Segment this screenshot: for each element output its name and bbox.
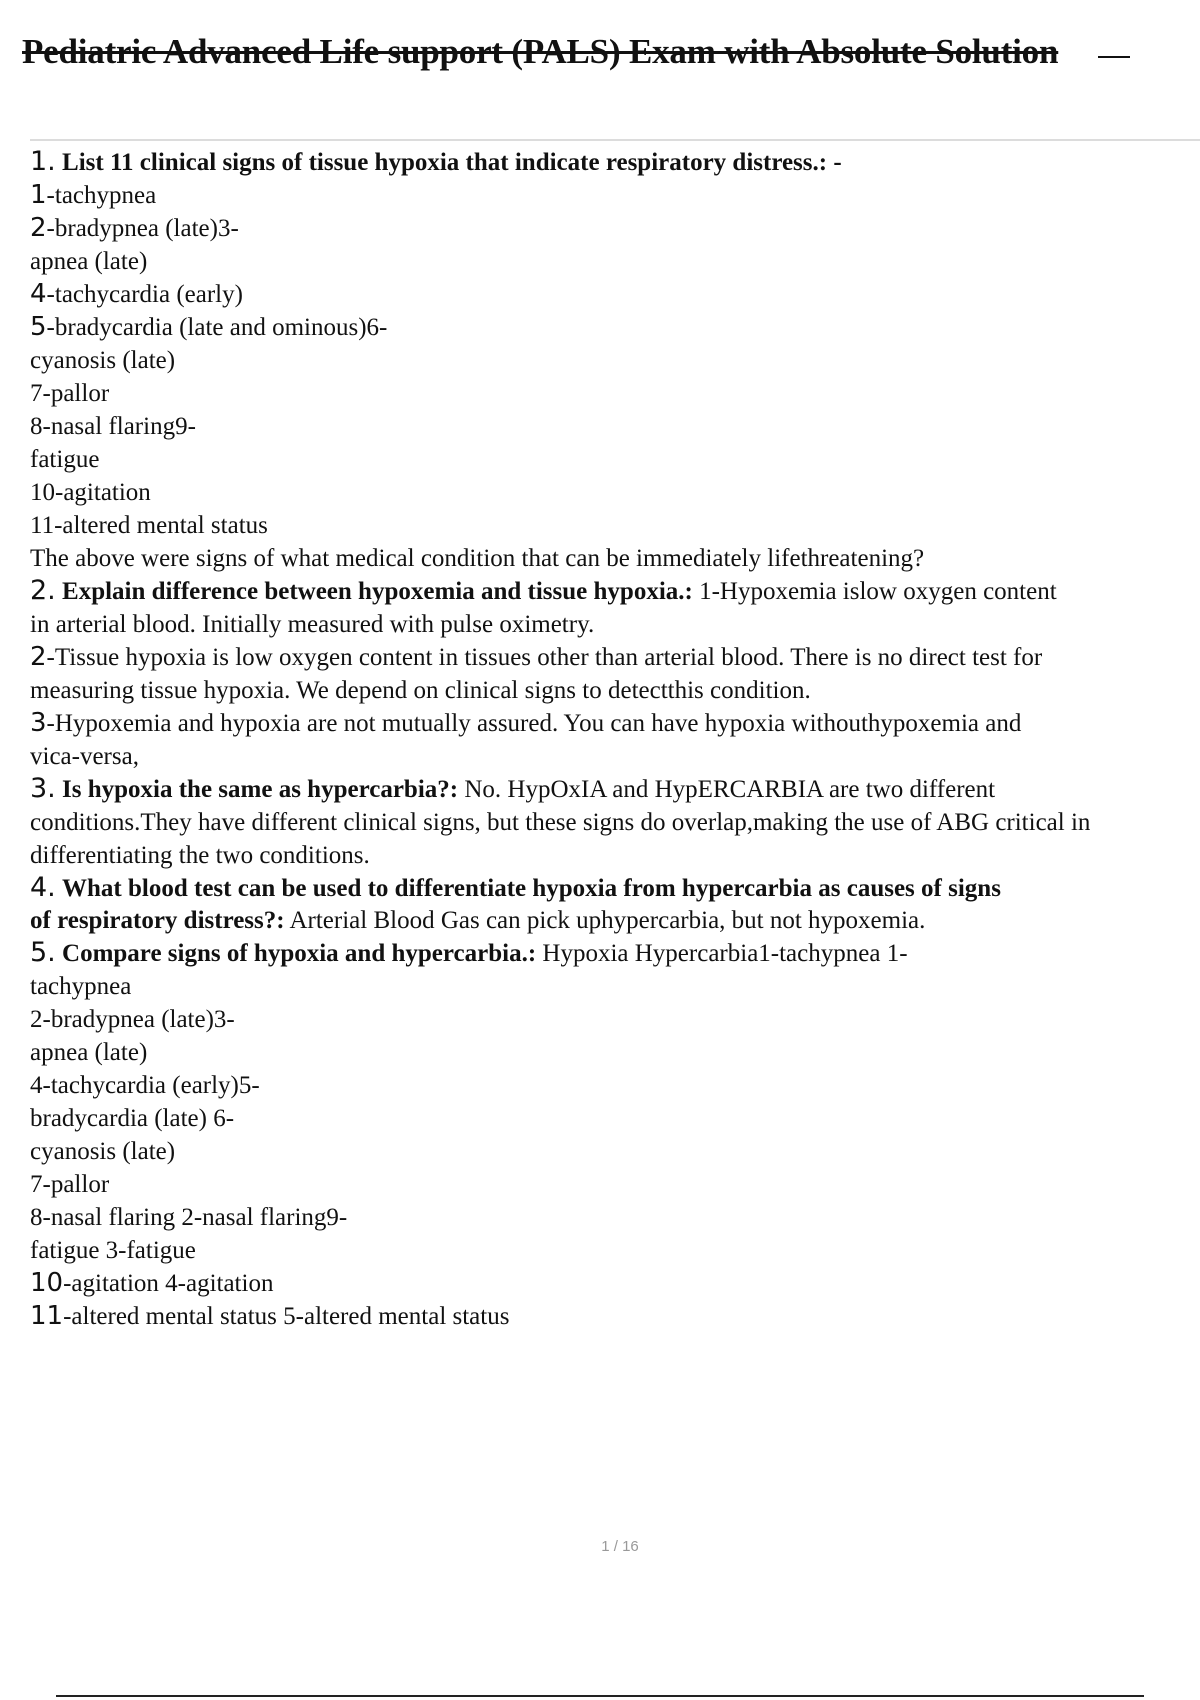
line-text: -tachycardia (early) [46,281,243,308]
answer-line [30,1036,1195,1069]
answer-line [30,674,1195,707]
answer-line [30,212,1195,245]
answer-line [30,839,1195,872]
line-number: 2 [30,213,47,243]
footer-rule [56,1695,1144,1697]
answer-line [30,410,1195,443]
question-4-heading [30,872,1195,905]
answer-line [30,1102,1195,1135]
answer-line [30,278,1195,311]
line-text: cyanosis (late) [30,347,176,374]
answer-line [30,311,1195,344]
line-number: 3 [30,708,47,738]
line-text: 4-tachycardia (early)5- [30,1072,260,1099]
question-1-heading [30,146,1195,179]
question-list [30,146,1195,1333]
answer-text: Hypoxia Hypercarbia1-tachypnea 1- [536,940,908,967]
question-text: Explain difference between hypoxemia and tissue hypoxia.: [62,578,693,605]
line-number: 11 [30,1301,64,1331]
question-text-continued: of respiratory distress?: [30,907,285,934]
answer-line [30,542,1195,575]
line-text: -Tissue hypoxia is low oxygen content in tissues other than arterial blood. There is no direct test for [46,644,1043,671]
answer-line [30,476,1195,509]
line-text: -Hypoxemia and hypoxia are not mutually assured. You can have hypoxia withouthypoxemia and [46,710,1022,737]
answer-line [30,179,1195,212]
answer-line [30,1168,1195,1201]
question-text: What blood test can be used to differentiate hypoxia from hypercarbia as causes of signs [62,875,1001,902]
page-indicator: 1 / 16 [601,1538,639,1555]
answer-line [30,1267,1195,1300]
answer-line [30,1069,1195,1102]
line-text: in arterial blood. Initially measured with pulse oximetry. [30,611,595,638]
line-text: -bradycardia (late and ominous)6- [46,314,388,341]
question-5-heading [30,937,1195,970]
line-text: -altered mental status 5-altered mental status [63,1303,510,1330]
line-number: 2 [30,642,47,672]
answer-line [30,707,1195,740]
answer-line [30,377,1195,410]
line-text: vica-versa, [30,743,139,770]
line-text: -tachypnea [46,182,157,209]
line-text: 11-altered mental status [30,512,268,539]
answer-line [30,1003,1195,1036]
question-number: 3. [30,773,56,804]
question-text: Compare signs of hypoxia and hypercarbia.: [62,940,537,967]
line-text: 8-nasal flaring9- [30,413,196,440]
answer-line [30,806,1195,839]
line-text: 8-nasal flaring 2-nasal flaring9- [30,1204,348,1231]
line-text: apnea (late) [30,1039,148,1066]
question-text: Is hypoxia the same as hypercarbia?: [62,776,459,803]
line-number: 4 [30,279,47,309]
answer-line [30,608,1195,641]
line-text: bradycardia (late) 6- [30,1105,235,1132]
answer-line [30,1234,1195,1267]
question-text: List 11 clinical signs of tissue hypoxia that indicate respiratory distress.: - [62,149,842,176]
line-text: -bradypnea (late)3- [46,215,239,242]
line-text: measuring tissue hypoxia. We depend on clinical signs to detectthis condition. [30,677,811,704]
line-text: apnea (late) [30,248,148,275]
question-3-heading [30,773,1195,806]
line-text: fatigue [30,446,100,473]
answer-text: 1-Hypoxemia islow oxygen content [692,578,1057,605]
answer-text: Arterial Blood Gas can pick uphypercarbia, but not hypoxemia. [284,907,926,934]
line-text: cyanosis (late) [30,1138,176,1165]
line-text: fatigue 3-fatigue [30,1237,196,1264]
answer-line [30,740,1195,773]
section-divider [30,139,1200,141]
answer-line [30,1201,1195,1234]
answer-line [30,344,1195,377]
answer-line [30,509,1195,542]
line-text: 2-bradypnea (late)3- [30,1006,235,1033]
line-text: tachypnea [30,973,132,1000]
answer-line [30,245,1195,278]
question-2-heading [30,575,1195,608]
line-number: 1 [30,180,47,210]
line-number: 10 [30,1268,64,1298]
question-number: 4. [30,872,56,903]
line-text: 7-pallor [30,380,110,407]
line-number: 5 [30,312,47,342]
line-text: differentiating the two conditions. [30,842,370,869]
title-strike-line [1098,56,1130,58]
answer-line [30,905,1195,937]
line-text: -agitation 4-agitation [63,1270,274,1297]
document-title: Pediatric Advanced Life support (PALS) Exam with Absolute Solution [22,32,1059,71]
line-text: 7-pallor [30,1171,110,1198]
question-number: 2. [30,575,56,606]
question-number: 1. [30,146,56,177]
answer-line [30,1300,1195,1333]
answer-line [30,970,1195,1003]
answer-line [30,443,1195,476]
answer-line [30,1135,1195,1168]
answer-text: No. HypOxIA and HypERCARBIA are two different [458,776,996,803]
line-text: 10-agitation [30,479,151,506]
answer-line [30,641,1195,674]
line-text: The above were signs of what medical condition that can be immediately lifethreatening? [30,545,925,572]
question-number: 5. [30,937,56,968]
line-text: conditions.They have different clinical signs, but these signs do overlap,making the use of ABG critical in [30,809,1091,836]
